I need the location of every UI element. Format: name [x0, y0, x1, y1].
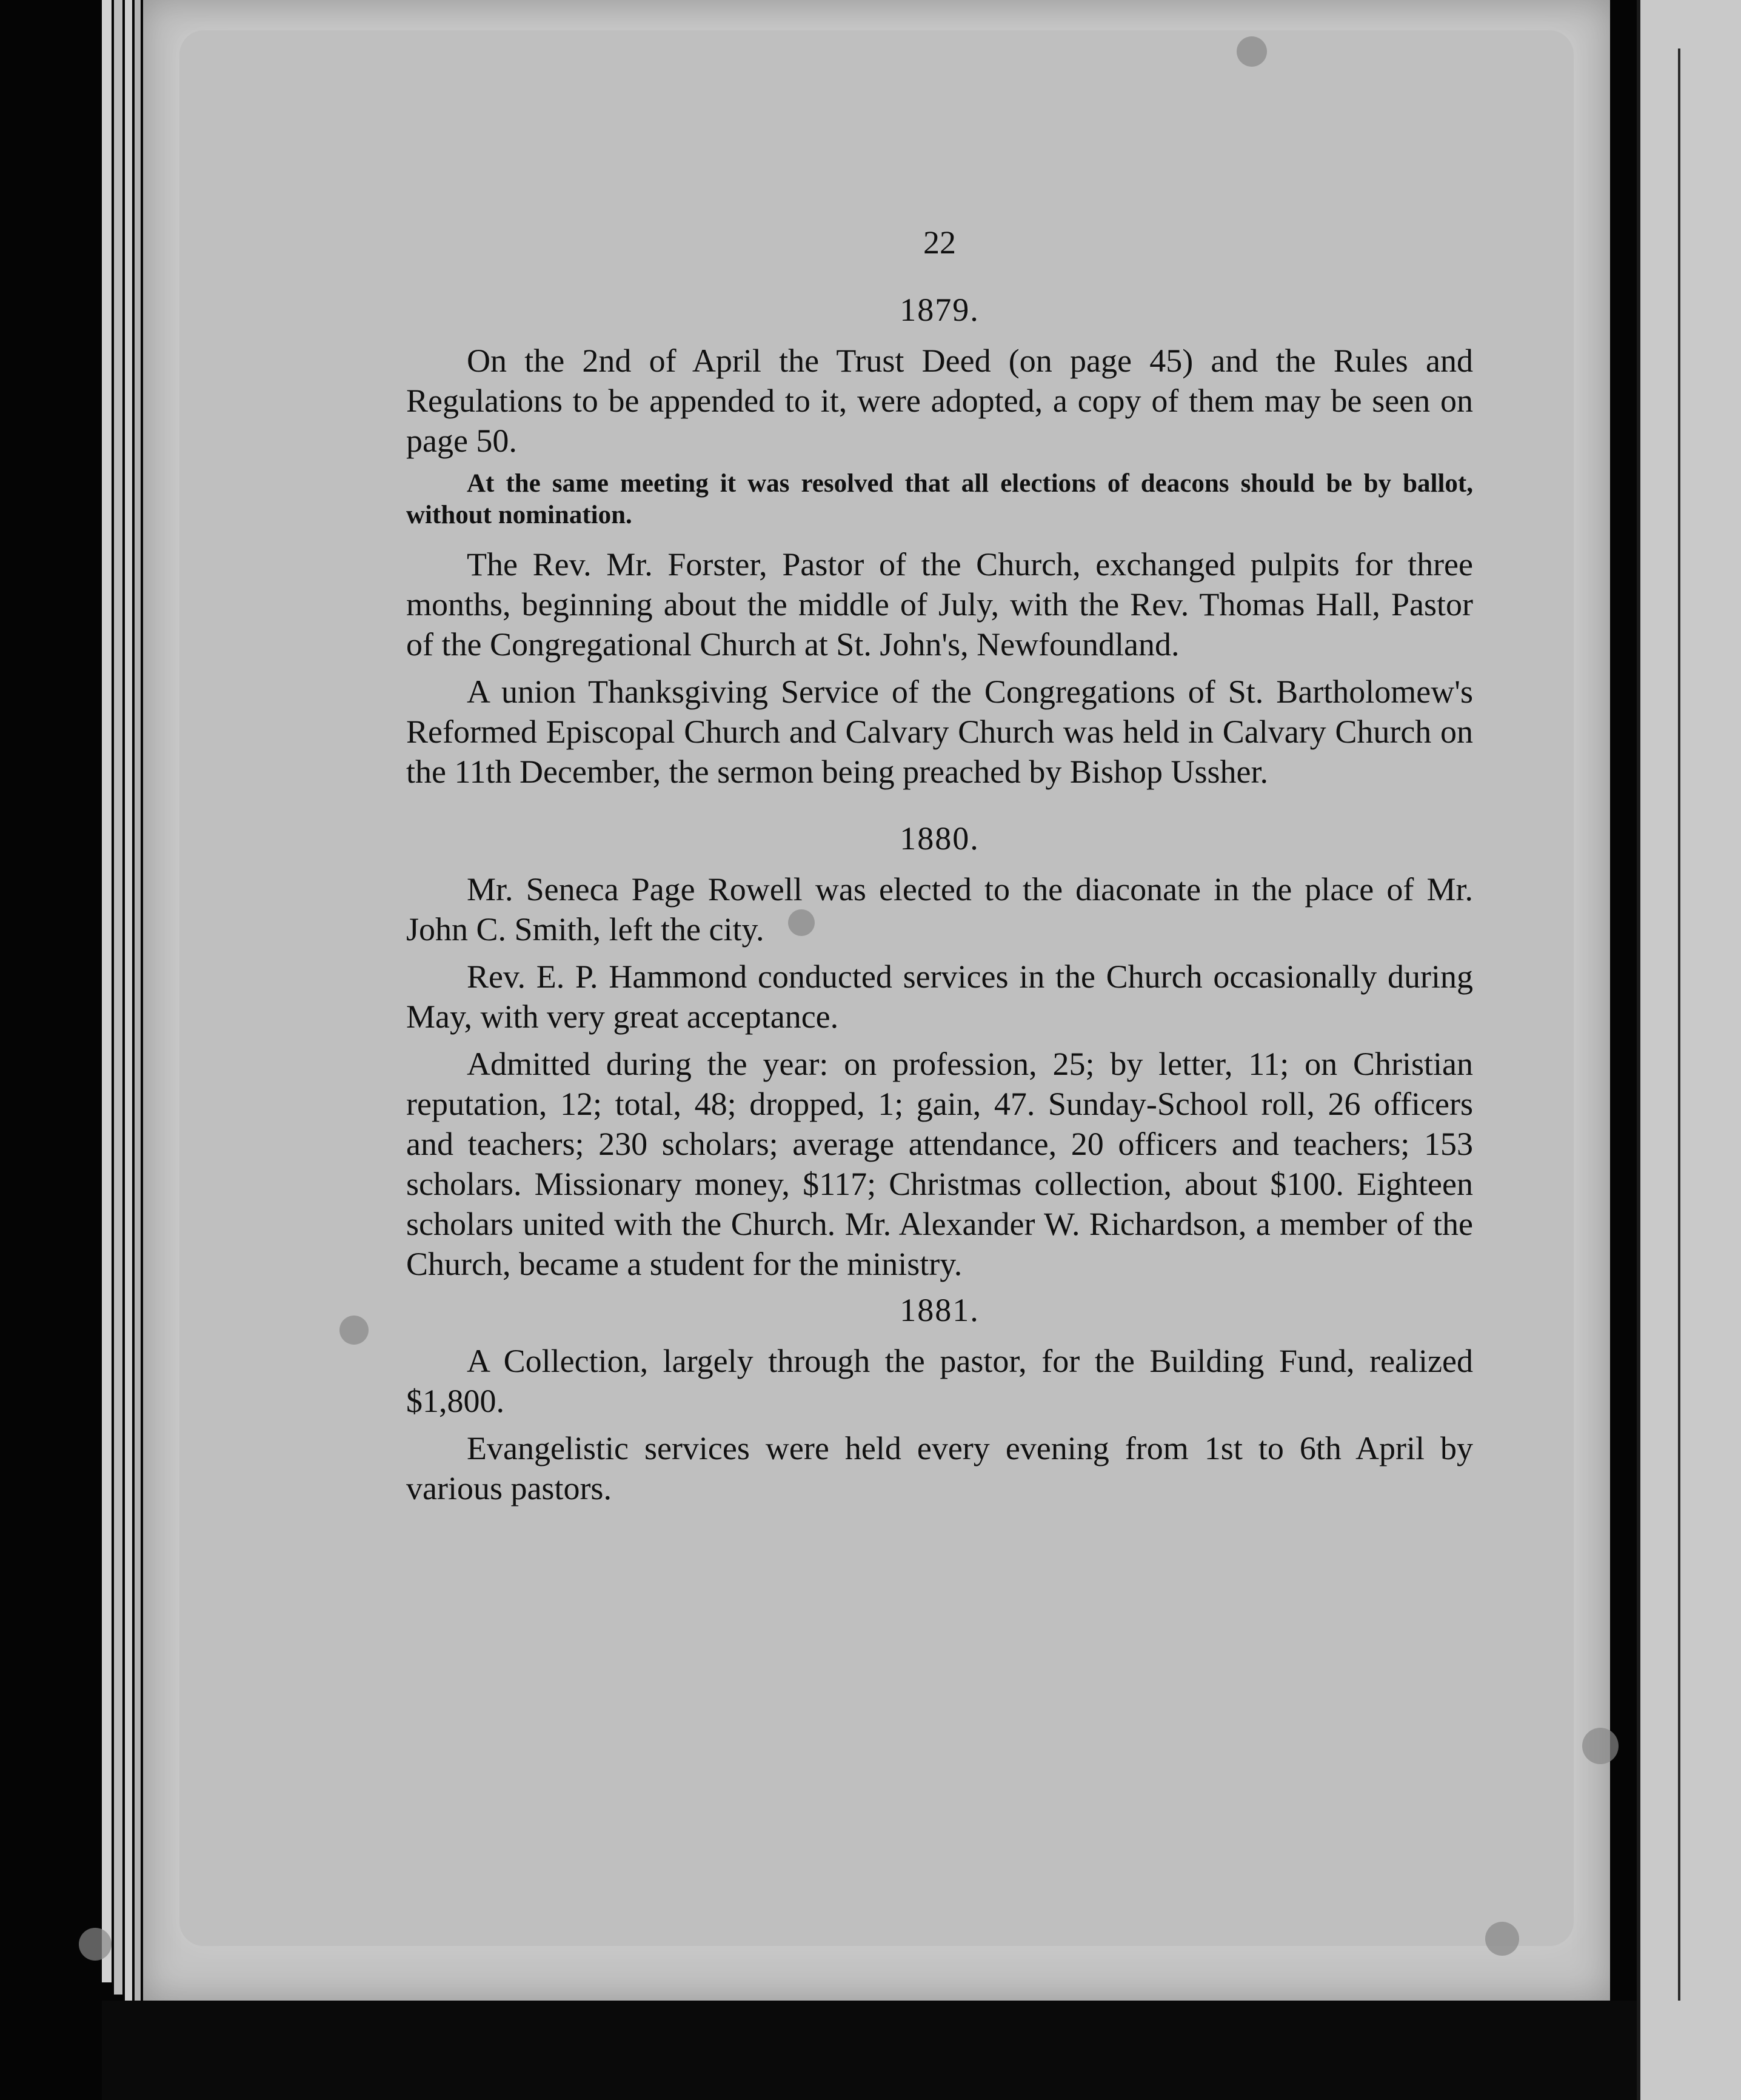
paragraph: The Rev. Mr. Forster, Pastor of the Church, exchanged pulpits for three months, beginning about the middle of July, with the Rev. Thomas Hall, Pastor of the Congregational Church at St. John's, Newfoundland. — [406, 546, 1473, 663]
binding-gutter-line — [1678, 48, 1680, 2001]
year-heading: 1879. — [900, 292, 980, 328]
page-edge — [135, 0, 141, 2007]
paragraph: A union Thanksgiving Service of the Congregations of St. Bartholomew's Reformed Episcopal Church and Calvary Church was held in Calvary Church on the 11th December, the sermon being preached by Bishop Ussher. — [406, 674, 1473, 790]
page-edge — [102, 0, 112, 1982]
scan-speck — [1485, 1922, 1519, 1956]
page-number: 22 — [923, 224, 956, 261]
year-heading: 1881. — [900, 1292, 980, 1328]
year-heading: 1880. — [900, 820, 980, 857]
paragraph: Mr. Seneca Page Rowell was elected to the diaconate in the place of Mr. John C. Smith, left the city. — [406, 871, 1473, 948]
page-edge — [114, 0, 122, 1995]
scan-speck — [79, 1928, 112, 1961]
paragraph: Evangelistic services were held every evening from 1st to 6th April by various pastors. — [406, 1430, 1473, 1506]
section-1879 — [406, 291, 1473, 792]
scan-speck — [339, 1316, 369, 1345]
page-edge — [125, 0, 132, 2001]
paragraph: On the 2nd of April the Trust Deed (on page 45) and the Rules and Regulations to be appended to it, were adopted, a copy of them may be seen on page 50. — [406, 343, 1473, 459]
scan-border — [102, 2001, 1637, 2100]
facing-page-edge — [1637, 0, 1741, 2100]
paragraph: A Collection, largely through the pastor, for the Building Fund, realized $1,800. — [406, 1343, 1473, 1419]
scan-speck — [1237, 36, 1267, 67]
paragraph: Rev. E. P. Hammond conducted services in the Church occasionally during May, with very great acceptance. — [406, 958, 1473, 1035]
scan-speck — [1582, 1728, 1619, 1764]
section-1880 — [406, 820, 1473, 1284]
paragraph: Admitted during the year: on profession, 25; by letter, 11; on Christian reputation, 12; total, 48; dropped, 1; gain, 47. Sunday-School roll, 26 officers and teachers; 230 scholars; average attendance, 20 officers and teachers; 153 scholars. Missionary money, $117; Christmas collection, about $100. Eighteen scholars united with the Church. Mr. Alexander W. Richardson, a member of the Church, became a student for the ministry. — [406, 1046, 1473, 1282]
section-1881 — [406, 1291, 1473, 1508]
page-text — [406, 224, 1473, 1516]
paragraph: At the same meeting it was resolved that all elections of deacons should be by ballot, without nomination. — [406, 469, 1473, 529]
